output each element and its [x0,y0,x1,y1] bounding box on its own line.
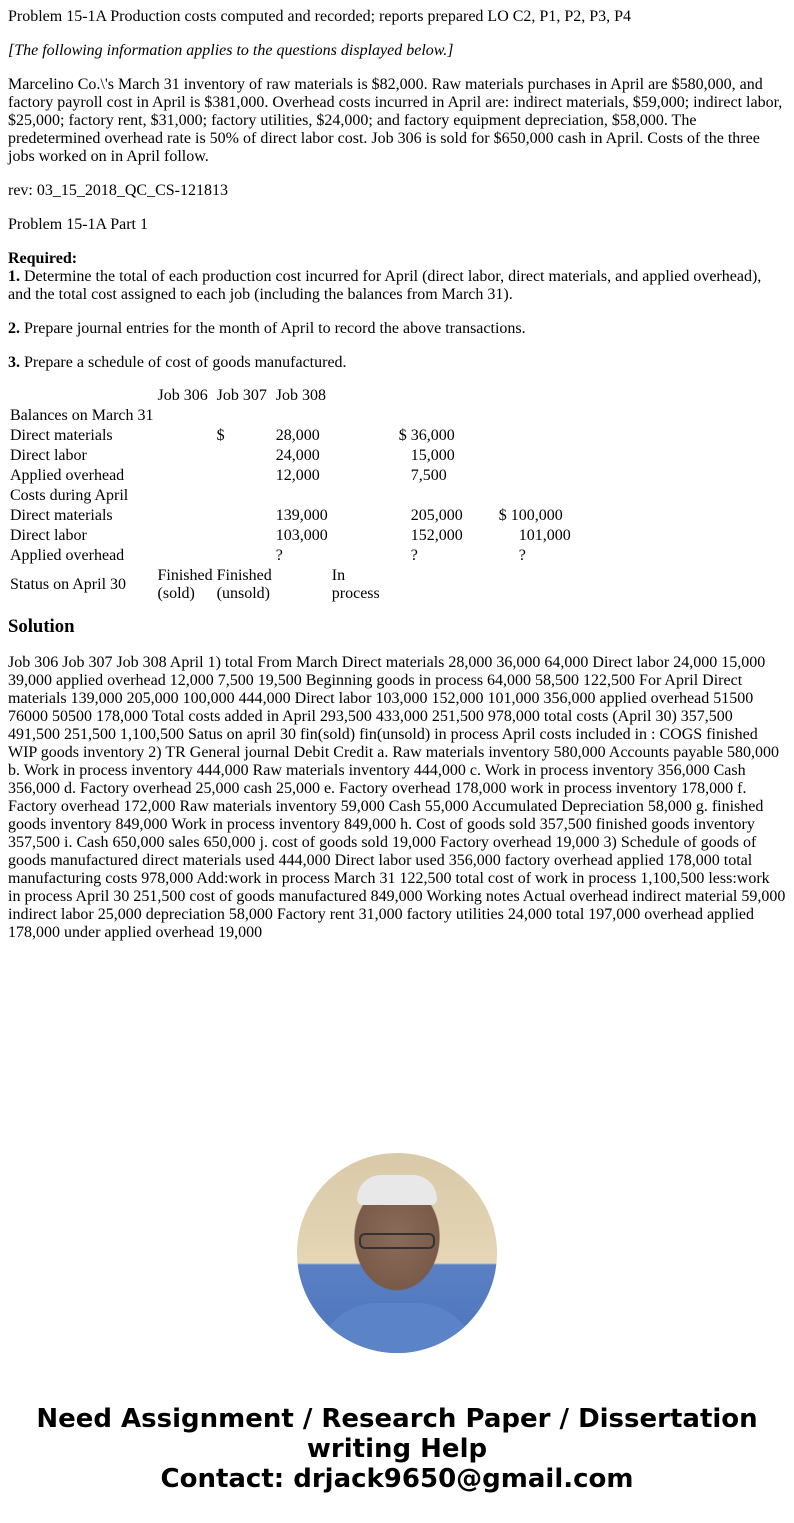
table-cell [497,446,573,466]
author-photo [297,1153,497,1353]
table-cell [330,506,397,526]
required-section [8,250,786,372]
row-label: Direct labor [10,527,87,544]
table-cell [497,486,573,506]
row-label: Costs during April [10,487,129,504]
row-label: Status on April 30 [10,576,127,593]
row-label [8,386,156,406]
table-cell [330,466,397,486]
table-cell [330,426,397,446]
table-cell [156,446,215,466]
table-row [8,406,573,426]
table-cell [156,406,215,426]
table-cell [330,406,397,426]
table-cell: 12,000 [275,467,320,484]
requirement-number: 3. [8,354,20,371]
table-cell [497,466,573,486]
table-cell [274,486,330,506]
table-cell [397,406,497,426]
solution-text: Job 306 Job 307 Job 308 April 1) total From March Direct materials 28,000 36,000 64,000 Direct labor 24,000 15,000 39,000 applied overhead 12,000 7,500 19,500 Beginning goods in process 64,000 58,500 122,500 For April Direct materials 139,000 205,000 100,000 444,000 Direct labor 103,000 152,000 101,000 356,000 applied overhead 51500 76000 50500 178,000 Total costs added in April 293,500 433,000 251,500 978,000 total costs (April 30) 357,500 491,500 251,500 1,100,500 Satus on april 30 fin(sold) fin(unsold) in process April costs included in : COGS finished WIP goods inventory 2) TR General journal Debit Credit a. Raw materials inventory 580,000 Accounts payable 580,000 b. Work in process inventory 444,000 Raw materials inventory 444,000 c. Work in process inventory 356,000 Cash 356,000 d. Factory overhead 25,000 cash 25,000 e. Factory overhead 178,000 work in process inventory 178,000 f. Factory overhead 172,000 Raw materials inventory 59,000 Cash 55,000 Accumulated Depreciation 58,000 g. finished goods inventory 849,000 Work in process inventory 849,000 h. Cost of goods sold 357,500 finished goods inventory 357,500 i. Cash 650,000 sales 650,000 j. cost of goods sold 19,000 Factory overhead 19,000 3) Schedule of goods of goods manufactured direct materials used 444,000 Direct labor used 356,000 factory overhead applied 178,000 total manufacturing costs 978,000 Add:work in process March 31 122,500 total cost of work in process 1,100,500 less:work in process April 30 251,500 cost of goods manufactured 849,000 Working notes Actual overhead indirect material 59,000 indirect labor 25,000 depreciation 58,000 Factory rent 31,000 factory utilities 24,000 total 197,000 overhead applied 178,000 under applied overhead 19,000 [8,654,786,941]
photo-glasses [359,1233,435,1249]
requirement-text: Prepare journal entries for the month of April to record the above transactions. [20,320,526,337]
table-cell [274,566,330,604]
row-label: Applied overhead [10,467,125,484]
table-cell: 152,000 [398,527,463,544]
required-label: Required: [8,250,78,267]
table-cell: 101,000 [498,527,571,544]
table-cell: 7,500 [398,467,447,484]
table-cell: Finished (unsold) [216,567,272,602]
table-cell [330,546,397,566]
table-cell [156,486,215,506]
table-cell: Job 306 [157,387,208,404]
table-row [8,546,573,566]
table-cell [156,426,215,446]
table-cell [497,426,573,446]
requirement-number: 1. [8,268,20,285]
table-cell: Finished (sold) [157,567,213,602]
table-cell: 103,000 [275,527,328,544]
table-cell [497,386,573,406]
promo-footer [0,1404,794,1494]
table-cell: Job 308 [275,387,326,404]
table-cell [215,466,274,486]
table-cell [397,486,497,506]
table-cell [497,406,573,426]
row-label: Direct labor [10,447,87,464]
info-note: [The following information applies to the questions displayed below.] [8,42,454,59]
table-cell [497,566,573,604]
table-row [8,426,573,446]
table-cell: $ [216,427,225,444]
requirement-number: 2. [8,320,20,337]
table-row [8,506,573,526]
table-cell: ? [498,547,526,564]
table-cell [215,526,274,546]
table-cell: Job 307 [216,387,267,404]
requirement-text: Determine the total of each production cost incurred for April (direct labor, direct materials, and applied overhead), and the total cost assigned to each job (including the balances from March 31). [8,268,762,303]
table-cell [330,486,397,506]
table-cell: 139,000 [275,507,328,524]
table-cell: In process [331,567,380,602]
table-cell: 15,000 [398,447,455,464]
table-row [8,446,573,466]
table-cell [215,406,274,426]
photo-hair [357,1175,437,1205]
table-cell [330,446,397,466]
table-cell [156,506,215,526]
table-cell [215,546,274,566]
solution-heading: Solution [8,616,75,637]
table-cell: 205,000 [398,507,463,524]
table-cell [156,466,215,486]
table-row [8,486,573,506]
row-label: Direct materials [10,427,113,444]
table-row [8,526,573,546]
table-cell [215,506,274,526]
table-row [8,386,573,406]
problem-title: Problem 15-1A Production costs computed and recorded; reports prepared LO C2, P1, P2, P3, P4 [8,8,632,25]
table-cell [330,386,397,406]
photo-shirt [317,1303,477,1353]
contact-line: Contact: drjack9650@gmail.com [160,1464,634,1494]
revision-text: rev: 03_15_2018_QC_CS-121813 [8,182,228,199]
table-cell [215,486,274,506]
table-cell [397,386,497,406]
table-cell [397,566,497,604]
table-cell [274,406,330,426]
table-row [8,466,573,486]
table-cell: $ 100,000 [498,507,563,524]
row-label: Applied overhead [10,547,125,564]
requirement-3 [8,354,786,372]
requirement-text: Prepare a schedule of cost of goods manufactured. [20,354,347,371]
table-cell: 28,000 [275,427,320,444]
job-cost-table [8,386,573,604]
requirement-1 [8,268,786,304]
table-cell [330,526,397,546]
table-row [8,566,573,604]
row-label: Balances on March 31 [10,407,154,424]
row-label: Direct materials [10,507,113,524]
table-cell: $ 36,000 [398,427,455,444]
part-title: Problem 15-1A Part 1 [8,216,148,233]
table-cell: ? [275,547,283,564]
promo-line: Need Assignment / Research Paper / Dissertation writing Help [36,1404,758,1464]
problem-intro: Marcelino Co.\'s March 31 inventory of raw materials is $82,000. Raw materials purchases in April are $580,000, and factory payroll cost in April is $381,000. Overhead costs incurred in April are: indirect materials, $59,000; indirect labor, $25,000; factory rent, $31,000; factory utilities, $24,000; and factory equipment depreciation, $58,000. The predetermined overhead rate is 50% of direct labor cost. Job 306 is sold for $650,000 cash in April. Costs of the three jobs worked on in April follow. [8,76,783,165]
table-cell: 24,000 [275,447,320,464]
table-cell: ? [398,547,418,564]
requirement-2 [8,320,786,338]
table-cell [156,526,215,546]
table-cell [156,546,215,566]
table-cell [215,446,274,466]
